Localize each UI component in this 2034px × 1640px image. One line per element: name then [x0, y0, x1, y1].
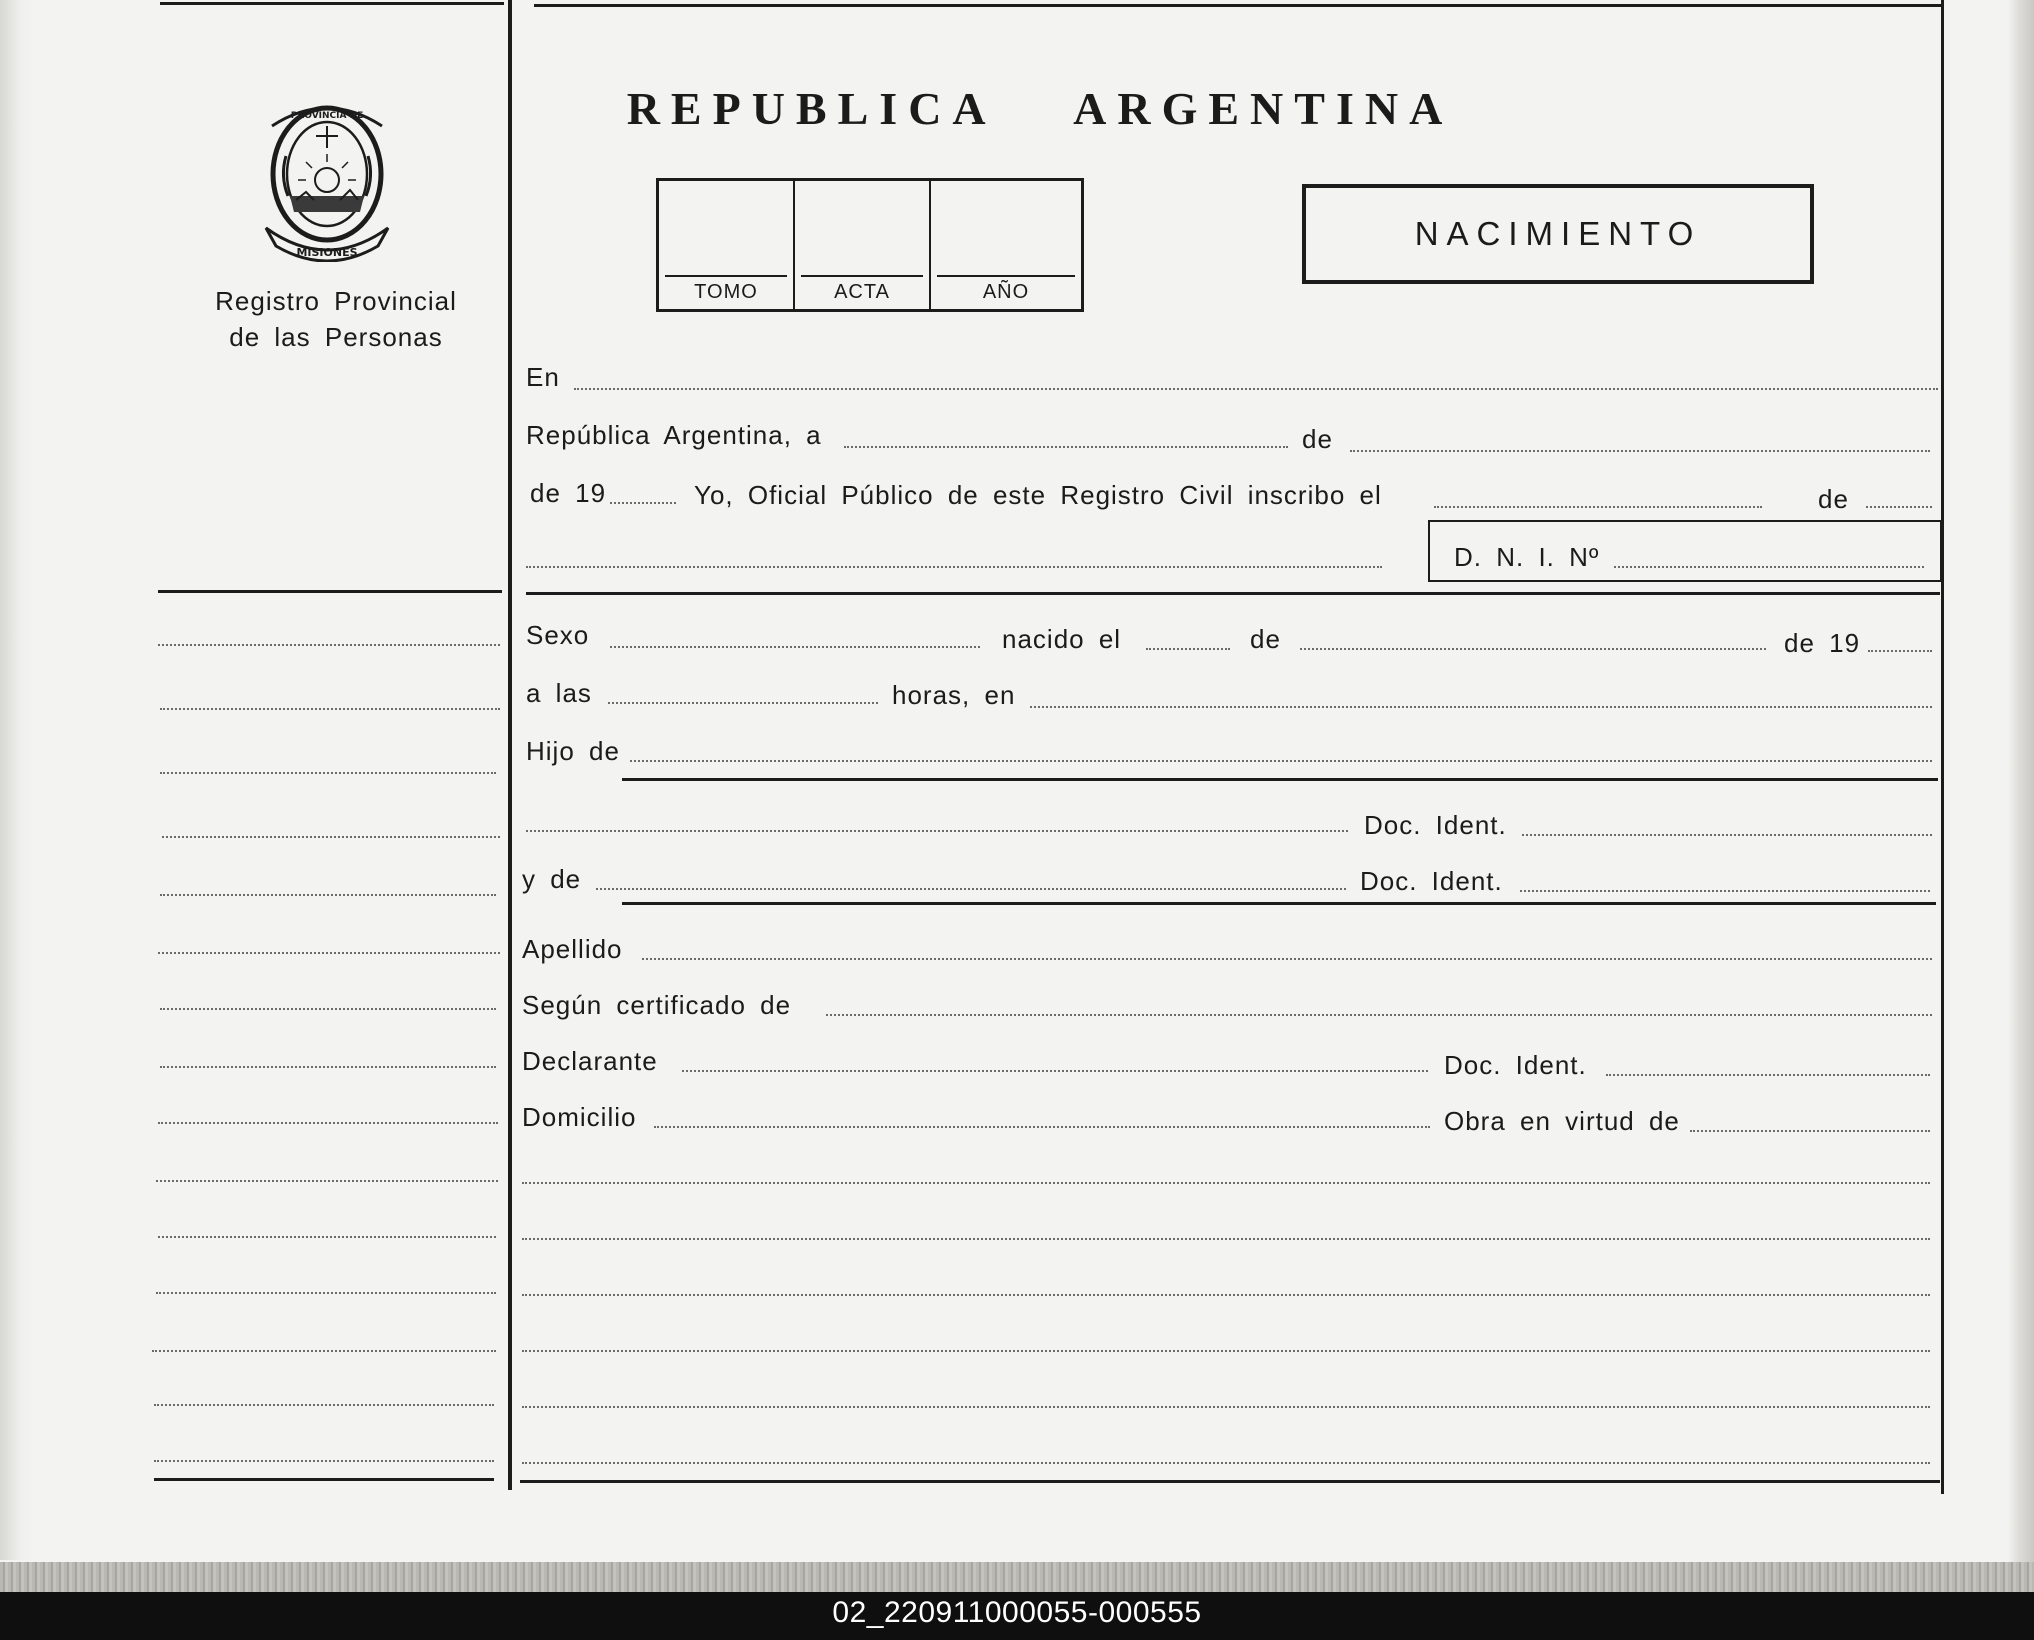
- domicilio-field[interactable]: [654, 1126, 1430, 1128]
- margin-line[interactable]: [160, 1066, 496, 1068]
- provincial-seal-icon: [256, 96, 398, 262]
- de19-label: de 19: [530, 478, 607, 508]
- declarante-doc-field[interactable]: [1606, 1074, 1930, 1076]
- mother-rule: [622, 902, 1936, 905]
- top-rule-left: [160, 2, 504, 5]
- doc-ident-label: Doc. Ident.: [1360, 866, 1503, 896]
- doc-ident-label: Doc. Ident.: [1444, 1050, 1587, 1080]
- ano-label: AÑO: [982, 281, 1030, 303]
- obra-label: Obra en virtud de: [1444, 1106, 1680, 1136]
- de-label: de: [1250, 624, 1281, 654]
- tomo-cell[interactable]: [659, 181, 793, 309]
- book-cloth-strip: [0, 1562, 2034, 1592]
- seal-text-bottom: MISIONES: [296, 246, 358, 259]
- y-de-label: y de: [522, 864, 582, 894]
- margin-line[interactable]: [158, 1236, 496, 1238]
- margin-line[interactable]: [156, 1180, 498, 1182]
- declarante-field[interactable]: [682, 1070, 1428, 1072]
- tomo-label: TOMO: [694, 281, 758, 303]
- section-rule-right: [526, 592, 1940, 595]
- month-field[interactable]: [1350, 450, 1930, 452]
- margin-line[interactable]: [158, 1122, 498, 1124]
- name-field[interactable]: [526, 566, 1382, 568]
- image-caption: 02_220911000055-000555: [832, 1596, 1202, 1629]
- margin-line[interactable]: [158, 644, 500, 646]
- page-title: [520, 82, 1560, 135]
- dni-field[interactable]: [1614, 566, 1924, 568]
- mother-doc-field[interactable]: [1520, 890, 1930, 892]
- section-rule-left: [158, 590, 502, 593]
- segun-label: Según certificado de: [522, 990, 792, 1020]
- father-rule: [622, 778, 1938, 781]
- dni-label: D. N. I. Nº: [1454, 542, 1600, 572]
- birth-month-field[interactable]: [1300, 648, 1766, 650]
- page-binding-shadow: [0, 0, 34, 1560]
- father-field[interactable]: [630, 760, 1932, 762]
- doc-ident-label: Doc. Ident.: [1364, 810, 1507, 840]
- horas-en-label: horas, en: [892, 680, 1016, 710]
- birth-year-field[interactable]: [1868, 650, 1932, 652]
- father-name-field[interactable]: [526, 830, 1348, 832]
- year-field[interactable]: [610, 502, 676, 504]
- oficial-text: Yo, Oficial Público de este Registro Civil inscribo el: [694, 480, 1382, 510]
- margin-line[interactable]: [154, 1404, 494, 1406]
- notes-line[interactable]: [522, 1238, 1930, 1240]
- margin-line[interactable]: [160, 894, 496, 896]
- mother-field[interactable]: [596, 888, 1346, 890]
- notes-line[interactable]: [522, 1462, 1930, 1464]
- de-19-label: de 19: [1784, 628, 1861, 658]
- hour-field[interactable]: [608, 702, 878, 704]
- seal-text-top: PROVINCIA DE: [290, 111, 364, 121]
- registry-name-line1: Registro Provincial: [215, 286, 457, 316]
- obra-field[interactable]: [1690, 1130, 1930, 1132]
- sexo-label: Sexo: [526, 620, 590, 650]
- title-word-2: ARGENTINA: [1073, 83, 1454, 134]
- margin-line[interactable]: [162, 836, 500, 838]
- notes-line[interactable]: [522, 1294, 1930, 1296]
- republica-label: República Argentina, a: [526, 420, 822, 450]
- hijo-de-label: Hijo de: [526, 736, 620, 766]
- en-field[interactable]: [574, 388, 1938, 390]
- a-las-label: a las: [526, 678, 592, 708]
- bottom-rule-left: [154, 1478, 494, 1481]
- margin-line[interactable]: [156, 1292, 496, 1294]
- bottom-rule-right: [520, 1480, 1940, 1483]
- nacido-label: nacido el: [1002, 624, 1122, 654]
- sexo-field[interactable]: [610, 646, 980, 648]
- birth-day-field[interactable]: [1146, 648, 1230, 650]
- en-label: En: [526, 362, 560, 392]
- inscription-field[interactable]: [1434, 506, 1762, 508]
- inscription-field-2[interactable]: [1866, 506, 1932, 508]
- de-label: de: [1302, 424, 1333, 454]
- margin-line[interactable]: [158, 952, 500, 954]
- certificado-field[interactable]: [826, 1014, 1932, 1016]
- day-field[interactable]: [844, 446, 1288, 448]
- acta-cell[interactable]: [795, 181, 929, 309]
- margin-line[interactable]: [160, 1008, 496, 1010]
- declarante-label: Declarante: [522, 1046, 658, 1076]
- registry-name-line2: de las Personas: [229, 322, 443, 352]
- notes-line[interactable]: [522, 1350, 1930, 1352]
- right-border: [1941, 0, 1944, 1494]
- margin-line[interactable]: [160, 708, 500, 710]
- margin-line[interactable]: [160, 772, 496, 774]
- record-type-box: NACIMIENTO: [1302, 184, 1814, 284]
- de-label: de: [1818, 484, 1849, 514]
- notes-line[interactable]: [522, 1182, 1930, 1184]
- margin-line[interactable]: [154, 1460, 494, 1462]
- column-divider: [508, 0, 512, 1490]
- ano-cell[interactable]: [931, 181, 1081, 309]
- apellido-label: Apellido: [522, 934, 623, 964]
- record-reference-box: [656, 178, 1084, 312]
- birth-place-field[interactable]: [1030, 706, 1932, 708]
- title-word-1: REPUBLICA: [626, 83, 997, 134]
- acta-label: ACTA: [834, 281, 890, 303]
- top-rule-right: [534, 4, 1942, 7]
- notes-line[interactable]: [522, 1406, 1930, 1408]
- page-edge: [2008, 0, 2034, 1592]
- margin-line[interactable]: [152, 1350, 496, 1352]
- domicilio-label: Domicilio: [522, 1102, 637, 1132]
- apellido-field[interactable]: [642, 958, 1932, 960]
- father-doc-field[interactable]: [1522, 834, 1932, 836]
